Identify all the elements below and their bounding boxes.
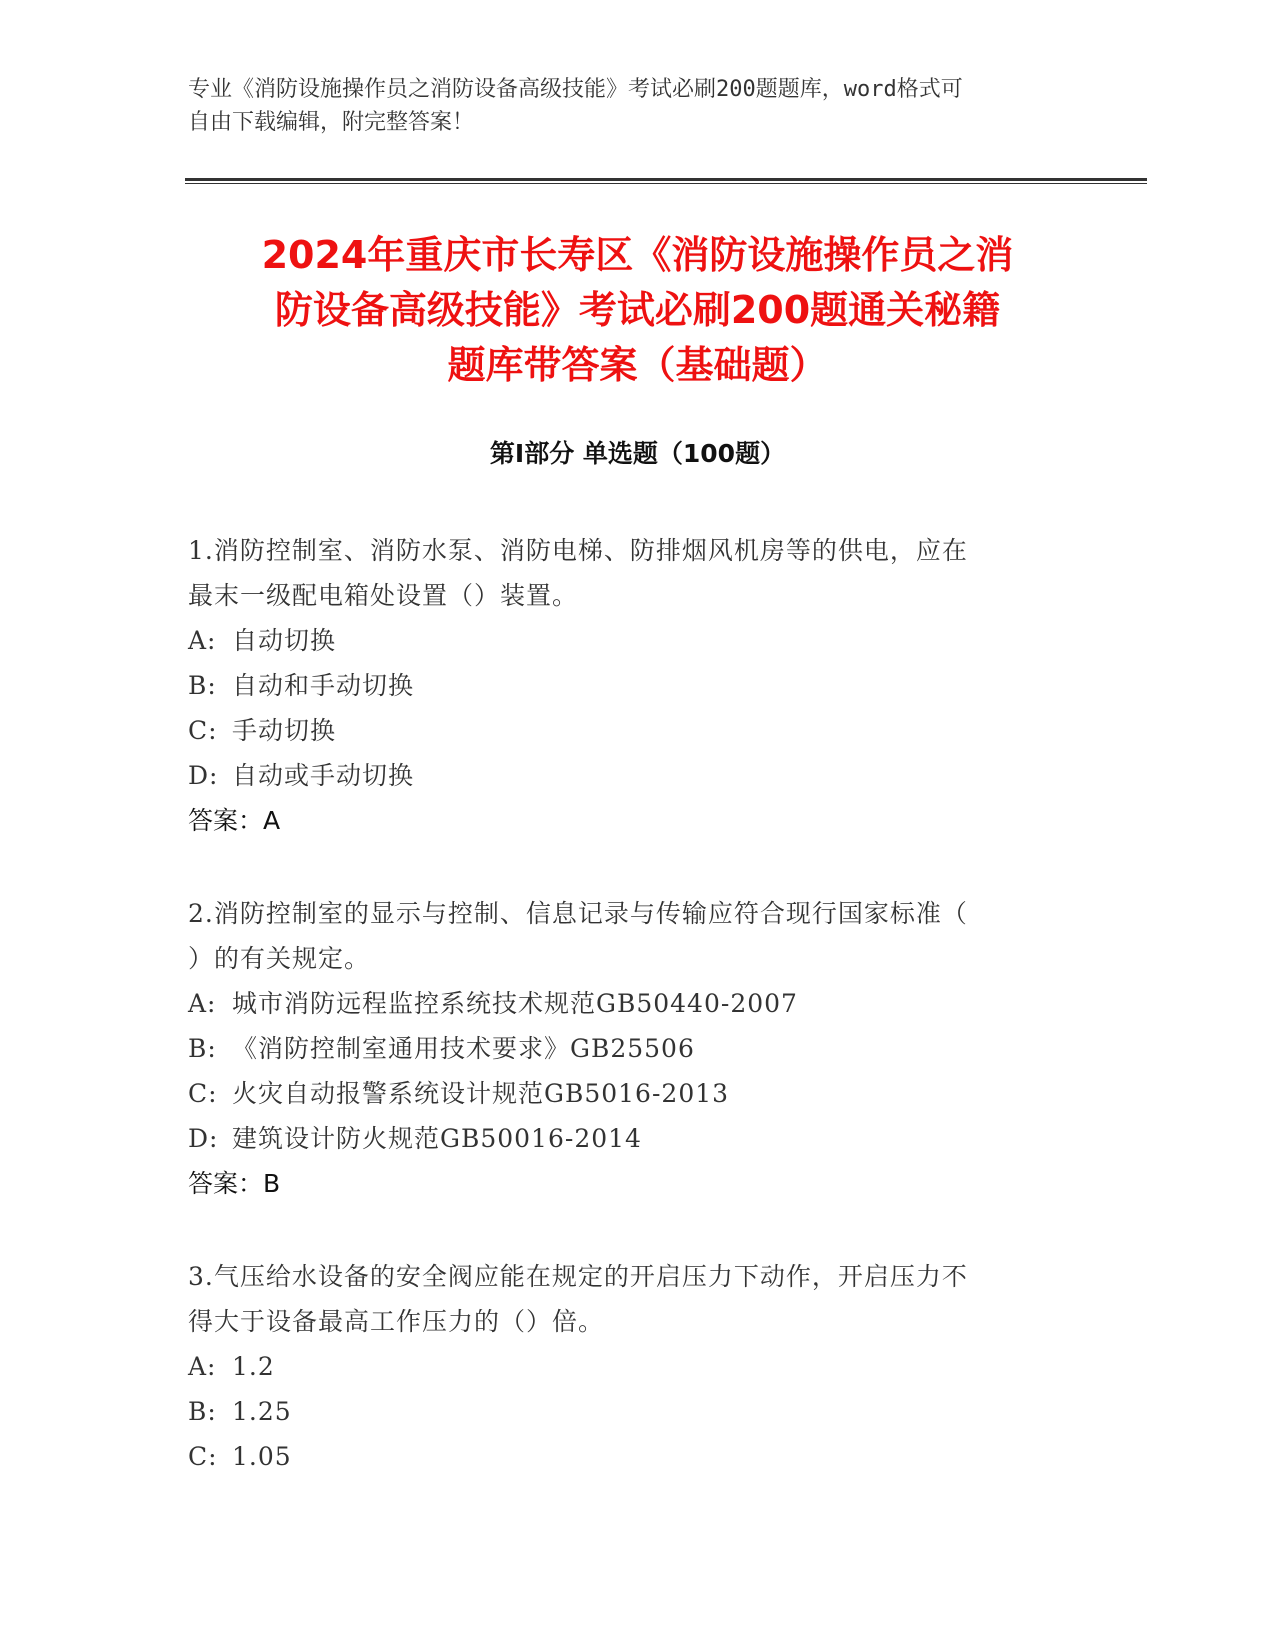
- document-title-line: 防设备高级技能》考试必刷200题通关秘籍: [274, 288, 1001, 332]
- option-a: [188, 981, 1068, 1026]
- header-divider-thin: [185, 183, 1147, 184]
- option-text: 《消防控制室通用技术要求》GB25506: [232, 1034, 695, 1063]
- option-d: [188, 1116, 1068, 1161]
- question-stem: 得大于设备最高工作压力的（）倍。: [188, 1307, 605, 1336]
- option-key: B:: [188, 1034, 217, 1063]
- document-title: [150, 228, 1125, 393]
- option-text: 手动切换: [232, 716, 337, 745]
- option-key: D:: [188, 761, 219, 790]
- option-c: [188, 1434, 1068, 1479]
- option-key: A:: [188, 989, 217, 1018]
- option-text: 1.2: [232, 1352, 275, 1381]
- option-text: 自动和手动切换: [232, 671, 415, 700]
- header-divider: [185, 178, 1147, 181]
- option-key: C:: [188, 716, 218, 745]
- question-stem: 2.消防控制室的显示与控制、信息记录与传输应符合现行国家标准（: [188, 899, 968, 928]
- option-key: C:: [188, 1442, 218, 1471]
- option-text: 1.05: [232, 1442, 292, 1471]
- answer-line: 答案：A: [188, 806, 281, 835]
- document-title-line: 2024年重庆市长寿区《消防设施操作员之消: [261, 233, 1014, 277]
- option-key: A:: [188, 1352, 217, 1381]
- option-d: [188, 753, 1068, 798]
- section-title: 第Ⅰ部分 单选题（100题）: [489, 439, 786, 468]
- answer-line: 答案：B: [188, 1169, 281, 1198]
- option-text: 城市消防远程监控系统技术规范GB50440-2007: [232, 989, 798, 1018]
- option-c: [188, 708, 1068, 753]
- header-note-line: 自由下载编辑，附完整答案！: [188, 110, 475, 135]
- header-note: [188, 73, 1068, 139]
- option-key: B:: [188, 1397, 217, 1426]
- question-stem: 最末一级配电箱处设置（）装置。: [188, 581, 579, 610]
- option-key: B:: [188, 671, 217, 700]
- option-c: [188, 1071, 1068, 1116]
- header-note-line: 专业《消防设施操作员之消防设备高级技能》考试必刷200题题库，word格式可: [188, 77, 963, 102]
- document-title-line: 题库带答案（基础题）: [447, 343, 828, 387]
- option-key: D:: [188, 1124, 219, 1153]
- option-b: [188, 1026, 1068, 1071]
- option-text: 自动或手动切换: [232, 761, 415, 790]
- option-text: 自动切换: [232, 626, 337, 655]
- question-stem: ）的有关规定。: [188, 944, 371, 973]
- option-key: C:: [188, 1079, 218, 1108]
- option-b: [188, 1389, 1068, 1434]
- option-a: [188, 1344, 1068, 1389]
- option-text: 1.25: [232, 1397, 292, 1426]
- question-2: [188, 891, 1068, 1206]
- question-list: [188, 528, 1068, 1527]
- option-text: 建筑设计防火规范GB50016-2014: [232, 1124, 642, 1153]
- question-1: [188, 528, 1068, 843]
- option-key: A:: [188, 626, 217, 655]
- option-text: 火灾自动报警系统设计规范GB5016-2013: [232, 1079, 730, 1108]
- question-stem: 1.消防控制室、消防水泵、消防电梯、防排烟风机房等的供电，应在: [188, 536, 968, 565]
- option-b: [188, 663, 1068, 708]
- question-stem: 3.气压给水设备的安全阀应能在规定的开启压力下动作，开启压力不: [188, 1262, 968, 1291]
- question-3: [188, 1254, 1068, 1479]
- option-a: [188, 618, 1068, 663]
